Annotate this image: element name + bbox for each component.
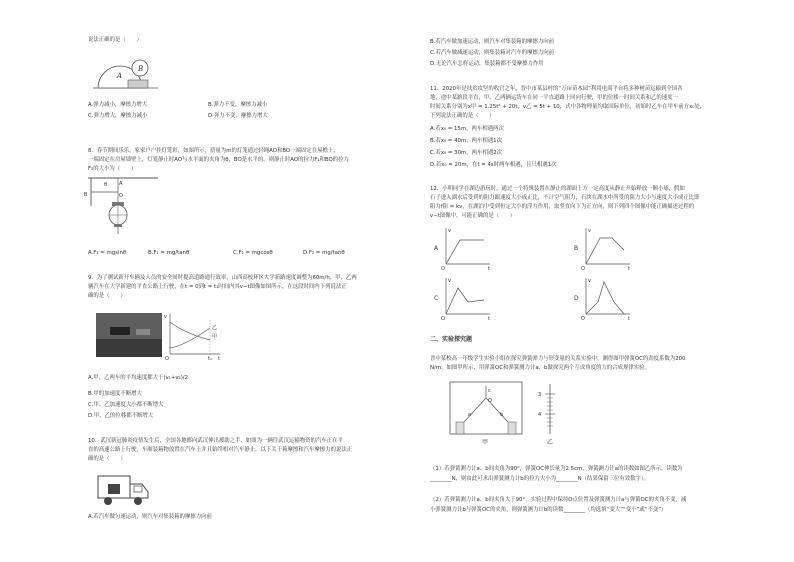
- graph-t1: t₁: [208, 356, 212, 362]
- q11-option-c: C.若x₀ = 30m，两车相遇2次: [430, 150, 503, 156]
- q10-option-a: A.若汽车做匀速运动，则汽车对集装箱的摩擦力向前: [88, 514, 212, 520]
- q8-option-b: B.F₁ = mg/tanθ: [148, 250, 190, 256]
- scale-mark-4: 4: [538, 412, 542, 418]
- label-a-point: A: [119, 181, 123, 187]
- q13-sub2-line1: （2）若弹簧测力计a、b间夹角大于90°，实验过程中保持O点位置及弹簧测力计a与弹簧OC的夹角不变，减: [430, 497, 687, 503]
- graph-v-label: v: [164, 314, 167, 320]
- graph-origin: O: [165, 356, 169, 362]
- graph-t-label: t: [218, 356, 220, 362]
- graph-d-letter: D: [574, 295, 579, 302]
- q8-stem-2: 一端固定在房屋墙壁上，灯笼静止时AO与水平面的夹角为θ，BO是水平的。则静止时AO的拉力F₁和BO的拉力: [88, 157, 349, 163]
- q12-stem-3: 阻力f阻 = kv，在湖泊中受到恒定大小的浮力作用，取竖直向下为正方向，则下列四个图像中能正确描述过程的: [430, 204, 695, 210]
- q9-stem-2: 辆汽车在大学新建的平直公路上行驶，在t = 0到t = t₁时间内其v−t图像如图所示，在这段时间内下列说法正: [88, 284, 347, 290]
- q11-option-d: D.若x₀ = 20m，在t = 4s时两车相遇，且只相遇1次: [430, 162, 557, 168]
- q8-stem-3: F₂的大小为（ ）: [88, 166, 137, 172]
- label-o: O: [488, 398, 492, 404]
- graph-b-t: t: [628, 266, 630, 272]
- label-b: B: [138, 65, 144, 73]
- q8-option-d: D.F₂ = mg/tanθ: [303, 250, 345, 256]
- q12-stem-4: v−t图像中，可能正确的是（ ）: [430, 213, 516, 219]
- q11-option-a: A.若x₀ = 15m，两车相遇两次: [430, 126, 504, 132]
- fig-yi-label: 乙: [547, 439, 554, 446]
- label-b: b: [500, 412, 504, 418]
- q9-stem-3: 确的是（ ）: [88, 293, 126, 299]
- theta-label: θ: [104, 182, 108, 188]
- q8-stem-1: 8．春节期间乐乐，家家户户挂灯笼彩，如图所示，质量为m的灯笼通过轻绳AO和BO一端固定在屋檐上，: [88, 148, 339, 154]
- q9-option-d: D.甲、乙的位移都不断增大: [88, 413, 154, 419]
- q13-sub1-line1: （1）若弹簧测力计a、b间夹角为90°，弹簧OC伸长量为2.5cm，弹簧测力计a的读数如图乙所示，读数为: [430, 466, 683, 472]
- q10-stem-1: 10．武汉新冠肺炎疫情发生后，全国各地都向武汉伸出援助之手，如图为一辆往武汉运输物资的汽车正在平: [88, 438, 343, 444]
- right-column: [430, 0, 772, 562]
- graph-d-t: t: [628, 316, 630, 322]
- graph-b-v: v: [588, 228, 591, 234]
- q8-option-a: A.F₁ = mgsinθ: [88, 250, 127, 256]
- graph-a-letter: A: [434, 245, 439, 252]
- graph-a-v: v: [448, 228, 451, 234]
- q10-stem-2: 直的高速公路上行驶，车厢装箱物放置在汽车上并且始终相对汽车静止。以下关于箱摩擦和汽车摩擦力的说法正: [88, 447, 353, 453]
- q12-graph-a: [434, 226, 494, 270]
- label-c: c: [488, 388, 491, 394]
- graph-b-letter: B: [574, 245, 579, 252]
- graph-jia: 甲: [212, 334, 218, 340]
- graph-a-o: O: [441, 266, 445, 272]
- option-c: C.弹力增大，摩擦力减小: [88, 113, 148, 119]
- q13-sub2-line2: 小弹簧测力计b与弹簧OC的夹角，则弹簧测力计b的读数________（均选填“变大”“变小”或“不变”）: [430, 507, 667, 513]
- q13-stem-2: N/m，如图甲所示，用弹簧OC和弹簧测力计a、b做探究两个互成角度的力的合成规律实验。: [430, 365, 650, 371]
- q9-option-b: B.甲的加速度不断增大: [88, 391, 142, 397]
- q10-option-d: D.无论汽车怎样运动，集装箱都不受摩擦力作用: [430, 61, 544, 67]
- block-diagram: [98, 50, 158, 90]
- option-b: B.弹力不变，摩擦力减小: [208, 102, 268, 108]
- q9-option-c: C.甲、乙加速度大小都不断增大: [88, 402, 164, 408]
- spring-scale-reading: [530, 384, 570, 446]
- graph-b-o: O: [581, 266, 585, 272]
- q11-stem-1: 11．2020年是扶贫攻坚的收官之年，晋中市某县村的“万亩苗木园”利用电商平台将多种树苗运输到全国各: [430, 86, 683, 92]
- truck-diagram: [96, 470, 156, 510]
- q8-option-c: C.F₂ = mgcosθ: [233, 250, 273, 256]
- q9-option-a: A.甲、乙两车的平均速度都大于(v₁+v₂)/2: [88, 375, 189, 381]
- fig-jia-label: 甲: [482, 439, 489, 446]
- q11-stem-3: 时间关系分别为x甲 = 1.25t² + 20t，v乙 = 5t + 10，式中各物理量均取国际单位，初始时乙车在甲车前方x₀处，: [430, 104, 706, 110]
- option-d: D.弹力不变，摩擦力增大: [208, 113, 268, 119]
- q10-option-c: C.若汽车做减速运动，则集装箱对汽车的摩擦力向前: [430, 50, 555, 56]
- left-column: [84, 0, 418, 562]
- graph-a-t: t: [488, 266, 490, 272]
- graph-c-letter: C: [434, 295, 439, 302]
- q10-option-b: B.若汽车做加速运动，则汽车对集装箱的摩擦力向前: [430, 39, 555, 45]
- q9-stem-1: 9．为了测试新开车辆及人员的安全间时提高道路通行效率，山西高校环区大学新路速度调整为60m/h。甲、乙两: [88, 275, 357, 281]
- q13-stem-1: 晋中某校高一年级学生实验小组在探究弹簧弹力与形变量的关系实验中，测得图甲弹簧OC的劲度系数为200: [430, 356, 686, 362]
- q10-stem-3: 确的是（ ）: [88, 456, 126, 462]
- q11-option-b: B.若x₀ = 40m，两车相遇1次: [430, 138, 502, 144]
- q12-graph-c: [434, 276, 494, 320]
- highway-photo: [96, 313, 162, 357]
- q12-stem-1: 12．小明同学在湖边游玩时，通过一个特殊装置在静止的湖面上方一定高度从静止开始释放一颗小球，假如: [430, 186, 685, 192]
- graph-c-t: t: [488, 316, 490, 322]
- graph-d-v: v: [588, 278, 591, 284]
- label-a: a: [468, 412, 472, 418]
- section-title: 二、实验探究题: [430, 336, 473, 343]
- scale-mark-3: 3: [538, 392, 542, 398]
- q13-sub1-line2: ________N，则由此可求出弹簧测力计b的拉力大小为________N（结果保留三位有效数字）。: [430, 476, 650, 482]
- q12-graph-b: [574, 226, 634, 270]
- graph-yi: 乙: [212, 325, 218, 331]
- label-o-point: O: [119, 193, 123, 199]
- label-b-point: B: [84, 192, 88, 198]
- q12-stem-2: 石子进入湖水后受到的阻力跟速度大小成正比，不计空气阻力，石块在湖水中所受的阻力大小与速度大小成正比即: [430, 195, 700, 201]
- graph-d-o: O: [581, 316, 585, 322]
- lantern-diagram: [84, 176, 158, 236]
- vt-graph: [164, 312, 222, 362]
- q12-graph-d: [574, 276, 634, 320]
- graph-c-o: O: [441, 316, 445, 322]
- graph-c-v: v: [448, 278, 451, 284]
- question-tail: 说法正确的是（ ）: [88, 37, 142, 43]
- q11-stem-2: 地，途中某路段平直，甲、乙两辆运货车在同一平直道路上同向行驶，甲的位移一时间关系和乙的速度一: [430, 95, 678, 101]
- q11-stem-4: 下列说法正确的是（ ）: [430, 113, 495, 119]
- label-a: A: [117, 72, 123, 80]
- spring-apparatus-diagram: [446, 380, 526, 446]
- option-a: A.弹力减小，摩擦力增大: [88, 102, 148, 108]
